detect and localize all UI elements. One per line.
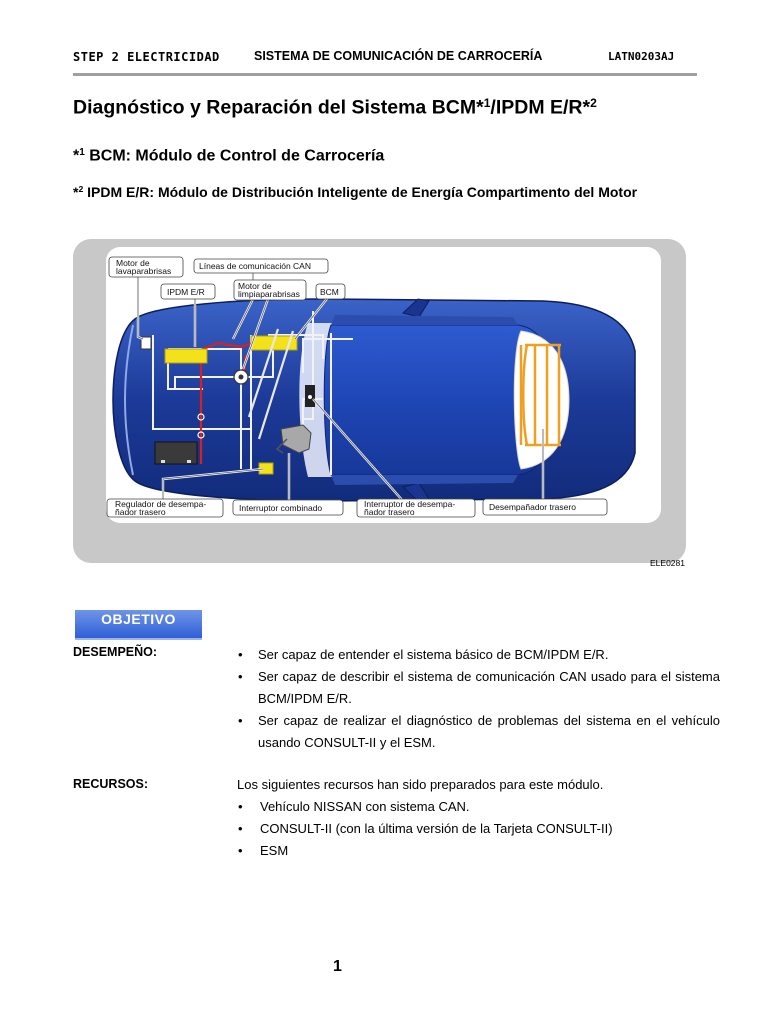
label-rear-defogger-switch-line1: Interruptor de desempa- bbox=[364, 499, 456, 509]
resources-intro: Los siguientes recursos han sido preparados para este módulo. bbox=[237, 777, 604, 792]
figure-frame bbox=[73, 239, 686, 563]
label-rear-defogger-switch-line2: ñador trasero bbox=[364, 507, 415, 517]
label-rear-defogger bbox=[483, 499, 607, 515]
ipdm-module bbox=[165, 349, 207, 363]
label-ipdm bbox=[161, 284, 215, 299]
footnote-bcm: *$^1$ BCM: Módulo de Control de Carrocería bbox=[73, 147, 385, 165]
performance-label: DESEMPEÑO: bbox=[73, 645, 158, 659]
label-wiper-motor-line2: limpiaparabrisas bbox=[238, 289, 300, 299]
performance-list bbox=[236, 644, 720, 754]
list-item: • Ser capaz de entender el sistema básico de BCM/IPDM E/R. bbox=[236, 644, 720, 666]
header-rule bbox=[73, 73, 697, 76]
label-combination-switch bbox=[233, 500, 343, 515]
list-item: • Vehículo NISSAN con sistema CAN. bbox=[236, 796, 696, 818]
resources-label: RECURSOS: bbox=[73, 777, 149, 791]
label-rear-defogger-text: Desempañador trasero bbox=[489, 502, 576, 512]
car-diagram bbox=[73, 239, 686, 563]
label-bcm bbox=[316, 284, 345, 299]
label-rear-defogger-relay bbox=[107, 499, 223, 517]
page-title: Diagnóstico y Reparación del Sistema BCM*$^1$/IPDM E/R*$^2$ bbox=[73, 96, 597, 119]
footnote-ipdm: *$^2$ IPDM E/R: Módulo de Distribución Inteligente de Energía Compartimento del Motor bbox=[73, 184, 638, 200]
label-can-lines bbox=[194, 259, 328, 273]
label-rear-defogger-switch bbox=[357, 499, 475, 517]
label-washer-motor-line2: lavaparabrisas bbox=[116, 266, 172, 276]
label-combination-switch-text: Interruptor combinado bbox=[239, 503, 323, 513]
label-rear-defogger-relay-line1: Regulador de desempa- bbox=[115, 499, 207, 509]
header-course-code: LATN0203AJ bbox=[608, 50, 675, 63]
objective-badge: OBJETIVO bbox=[75, 610, 202, 638]
list-item: • CONSULT-II (con la última versión de la Tarjeta CONSULT-II) bbox=[236, 818, 696, 840]
page-number: 1 bbox=[333, 958, 342, 975]
label-ipdm-text: IPDM E/R bbox=[167, 287, 205, 297]
label-wiper-motor-line1: Motor de bbox=[238, 281, 272, 291]
label-bcm-text: BCM bbox=[320, 287, 339, 297]
list-item: • Ser capaz de realizar el diagnóstico de problemas del sistema en el vehículo usando CONSULT-II y el ESM. bbox=[236, 710, 720, 754]
figure-code: ELE0281 bbox=[650, 558, 685, 568]
resources-list bbox=[236, 796, 696, 862]
list-item: • ESM bbox=[236, 840, 696, 862]
label-washer-motor bbox=[109, 257, 183, 277]
label-rear-defogger-relay-line2: ñador trasero bbox=[115, 507, 166, 517]
label-wiper-motor bbox=[234, 280, 306, 300]
header-section-label: STEP 2 ELECTRICIDAD bbox=[73, 50, 220, 64]
list-item: • Ser capaz de describir el sistema de comunicación CAN usado para el sistema BCM/IPDM E/R. bbox=[236, 666, 720, 710]
header-chapter-title: SISTEMA DE COMUNICACIÓN DE CARROCERÍA bbox=[254, 49, 543, 63]
label-washer-motor-line1: Motor de bbox=[116, 258, 150, 268]
label-can-lines-text: Líneas de comunicación CAN bbox=[199, 261, 311, 271]
